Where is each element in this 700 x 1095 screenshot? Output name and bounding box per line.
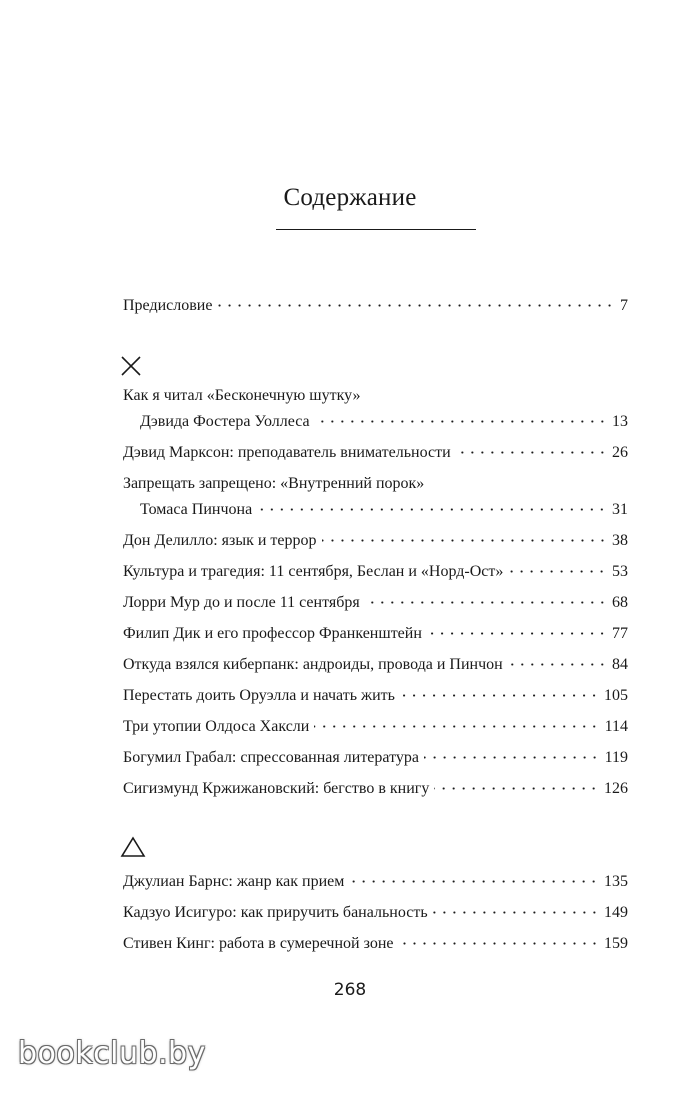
toc-entry-title: Запрещать запрещено: «Внутренний порок» — [123, 475, 425, 492]
toc-entry — [123, 474, 628, 494]
dot-leader — [424, 756, 600, 759]
toc-entry — [123, 934, 628, 954]
toc-entry — [123, 562, 628, 582]
toc-page-number: 38 — [612, 532, 628, 549]
toc-entry — [123, 686, 628, 706]
toc-page-number: 105 — [604, 687, 628, 704]
toc-entry-title: Богумил Грабал: спрессованная литература — [123, 749, 419, 766]
dot-leader — [349, 880, 599, 883]
cross-icon — [120, 355, 142, 377]
title-rule — [276, 229, 476, 230]
toc-page-number: 135 — [604, 873, 628, 890]
toc-entry — [123, 717, 628, 737]
toc-entry-title: Как я читал «Бесконечную шутку» — [123, 387, 361, 404]
toc-entry-continuation — [140, 412, 628, 432]
dot-leader — [315, 420, 607, 423]
dot-leader — [257, 508, 607, 511]
dot-leader — [433, 911, 599, 914]
page-number: 268 — [333, 980, 367, 1000]
toc-entry-title: Джулиан Барнс: жанр как прием — [123, 873, 345, 890]
toc-page-number: 119 — [604, 749, 628, 766]
toc-entry-title-continued: Дэвида Фостера Уоллеса — [140, 413, 310, 430]
toc-page-number: 26 — [612, 444, 628, 461]
toc-entry — [123, 748, 628, 768]
toc-entry — [123, 872, 628, 892]
toc-entry-title: Сигизмунд Кржижановский: бегство в книгу — [123, 780, 430, 797]
triangle-icon — [120, 836, 146, 858]
toc-entry-title: Три утопии Олдоса Хаксли — [123, 718, 310, 735]
toc-page-number: 126 — [604, 780, 628, 797]
toc-entry-title: Перестать доить Оруэлла и начать жить — [123, 687, 395, 704]
toc-entry-title: Стивен Кинг: работа в сумеречной зоне — [123, 935, 394, 952]
toc-page-number: 77 — [612, 625, 628, 642]
dot-leader — [456, 451, 607, 454]
dot-leader — [365, 601, 607, 604]
toc-page-number: 114 — [604, 718, 628, 735]
dot-leader — [508, 663, 607, 666]
toc-page-number: 149 — [604, 904, 628, 921]
toc-entry — [123, 624, 628, 644]
toc-entry-title: Откуда взялся киберпанк: андроиды, провода и Пинчон — [123, 656, 503, 673]
toc-entry-title: Дон Делилло: язык и террор — [123, 532, 317, 549]
toc-page-number: 68 — [612, 594, 628, 611]
toc-entry — [123, 443, 628, 463]
toc-entry-title: Культура и трагедия: 11 сентября, Беслан и «Норд-Ост» — [123, 563, 504, 580]
toc-entry-preface — [123, 296, 628, 316]
toc-entry — [123, 386, 628, 406]
toc-entry-title: Дэвид Марксон: преподаватель внимательности — [123, 444, 451, 461]
toc-entry — [123, 779, 628, 799]
toc-entry-continuation — [140, 500, 628, 520]
toc-page-number: 31 — [612, 501, 628, 518]
dot-leader — [322, 539, 607, 542]
toc-entry-title-continued: Томаса Пинчона — [140, 501, 253, 518]
dot-leader — [400, 694, 599, 697]
toc-entry-title: Предисловие — [123, 297, 213, 314]
page-title: Содержание — [283, 184, 417, 211]
toc-entry-title: Лорри Мур до и после 11 сентября — [123, 594, 360, 611]
dot-leader — [427, 632, 607, 635]
toc-entry — [123, 531, 628, 551]
watermark-logo: bookclub.by — [18, 1036, 206, 1071]
dot-leader — [508, 570, 607, 573]
dot-leader — [217, 304, 615, 307]
toc-page-number: 84 — [612, 656, 628, 673]
dot-leader — [399, 942, 600, 945]
toc-page-number: 7 — [620, 297, 628, 314]
toc-page-number: 53 — [612, 563, 628, 580]
dot-leader — [434, 787, 599, 790]
toc-entry — [123, 903, 628, 923]
toc-entry-title: Кадзуо Исигуро: как приручить банальность — [123, 904, 428, 921]
toc-entry — [123, 655, 628, 675]
toc-entry — [123, 593, 628, 613]
dot-leader — [314, 725, 599, 728]
toc-page-number: 159 — [604, 935, 628, 952]
toc-page-number: 13 — [612, 413, 628, 430]
toc-entry-title: Филип Дик и его профессор Франкенштейн — [123, 625, 422, 642]
